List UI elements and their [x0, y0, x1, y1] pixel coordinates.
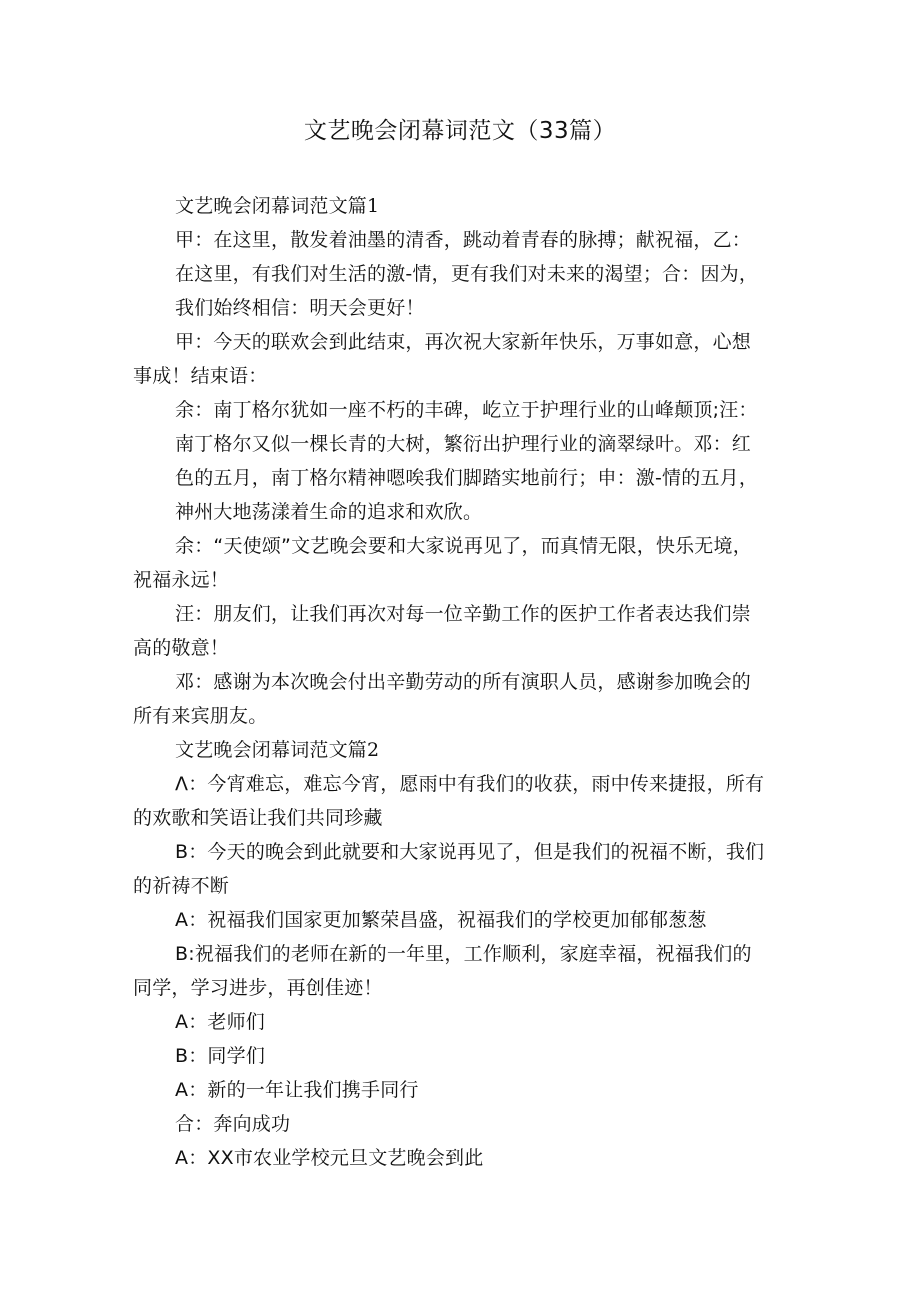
paragraph-line: B：同学们	[175, 1045, 266, 1067]
paragraph-line: 余：“天使颂”文艺晚会要和大家说再见了，而真情无限，快乐无境，	[175, 535, 752, 557]
paragraph-line: 事成！结束语：	[133, 365, 268, 387]
paragraph-line: 汪：朋友们，让我们再次对每一位辛勤工作的医护工作者表达我们崇	[175, 603, 752, 625]
paragraph-line: 高的敬意！	[133, 637, 230, 659]
paragraph-line: B：今天的晚会到此就要和大家说再见了，但是我们的祝福不断，我们	[175, 841, 765, 863]
paragraph-line: 色的五月，南丁格尔精神嗯唉我们脚踏实地前行；申：激-情的五月，	[175, 467, 759, 489]
paragraph-line: A：老师们	[175, 1011, 265, 1033]
paragraph-line: 神州大地荡漾着生命的追求和欢欣。	[175, 501, 483, 523]
paragraph-line: 南丁格尔又似一棵长青的大树，繁衍出护理行业的滴翠绿叶。邓：红	[175, 433, 752, 455]
paragraph-line: 甲：今天的联欢会到此结束，再次祝大家新年快乐，万事如意，心想	[175, 331, 752, 353]
paragraph-line: 同学，学习进步，再创佳迹！	[133, 977, 383, 999]
paragraph-line: 我们始终相信：明天会更好！	[175, 297, 425, 319]
paragraph-line: 合：奔向成功	[175, 1113, 291, 1135]
paragraph-line: 所有来宾朋友。	[133, 705, 268, 727]
section-heading: 文艺晚会闭幕词范文篇2	[175, 739, 380, 761]
paragraph-line: A：XX市农业学校元旦文艺晚会到此	[175, 1147, 484, 1169]
paragraph-line: 祝福永远！	[133, 569, 230, 591]
paragraph-line: 的欢歌和笑语让我们共同珍藏	[133, 807, 383, 829]
paragraph-line: 甲：在这里，散发着油墨的清香，跳动着青春的脉搏；献祝福，乙：	[175, 229, 752, 251]
paragraph-line: Λ：今宵难忘，难忘今宵，愿雨中有我们的收获，雨中传来捷报，所有	[175, 773, 765, 795]
paragraph-line: 在这里，有我们对生活的激-情，更有我们对未来的渴望；合：因为，	[175, 263, 759, 285]
document-title: 文艺晚会闭幕词范文（33篇）	[303, 118, 617, 144]
section-heading: 文艺晚会闭幕词范文篇1	[175, 195, 380, 217]
paragraph-line: 的祈祷不断	[133, 875, 230, 897]
paragraph-line: A：祝福我们国家更加繁荣昌盛，祝福我们的学校更加郁郁葱葱	[175, 909, 707, 931]
document-body	[133, 189, 793, 1175]
paragraph-line: B:祝福我们的老师在新的一年里，工作顺利，家庭幸福，祝福我们的	[175, 943, 752, 965]
paragraph-line: 余：南丁格尔犹如一座不朽的丰碑，屹立于护理行业的山峰颠顶;汪：	[175, 399, 758, 421]
paragraph-line: 邓：感谢为本次晚会付出辛勤劳动的所有演职人员，感谢参加晚会的	[175, 671, 752, 693]
paragraph-line: A：新的一年让我们携手同行	[175, 1079, 419, 1101]
